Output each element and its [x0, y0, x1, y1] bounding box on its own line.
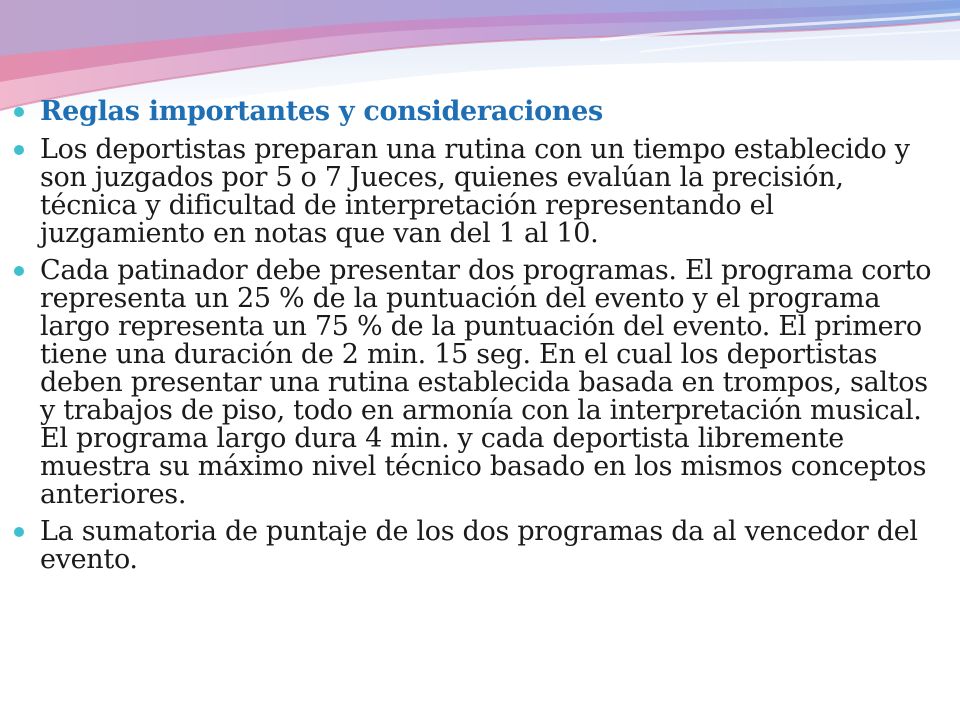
bullet-text: Cada patinador debe presentar dos programas. El programa corto representa un 25 % de la puntuación del evento y el programa largo representa un 75 % de la puntuación del evento. El primero tiene una duración de 2 min. 15 seg. En el cual los deportistas deben presentar una rutina establecida basada en trompos, saltos y trabajos de piso, todo en armonía con la interpretación musical. El programa largo dura 4 min. y cada deportista libremente muestra su máximo nivel técnico basado en los mismos conceptos anteriores.	[40, 255, 932, 510]
bullet-text: La sumatoria de puntaje de los dos programas da al vencedor del evento.	[40, 516, 918, 575]
bullet-dot-icon	[14, 266, 24, 276]
bullet-item-programs	[14, 257, 944, 509]
heading-text: Reglas importantes y consideraciones	[40, 96, 603, 127]
bullet-text: Los deportistas preparan una rutina con un tiempo establecido y son juzgados por 5 o 7 Jueces, quienes evalúan la precisión, técnica y dificultad de interpretación representando el juzgamiento en notas que van del 1 al 10.	[40, 134, 910, 249]
bullet-list	[14, 98, 944, 583]
bullet-item-scoring	[14, 518, 944, 574]
bullet-dot-icon	[14, 527, 24, 537]
bullet-heading	[14, 98, 944, 126]
bullet-dot-icon	[14, 107, 24, 117]
bullet-dot-icon	[14, 145, 24, 155]
bullet-item-judging	[14, 136, 944, 248]
